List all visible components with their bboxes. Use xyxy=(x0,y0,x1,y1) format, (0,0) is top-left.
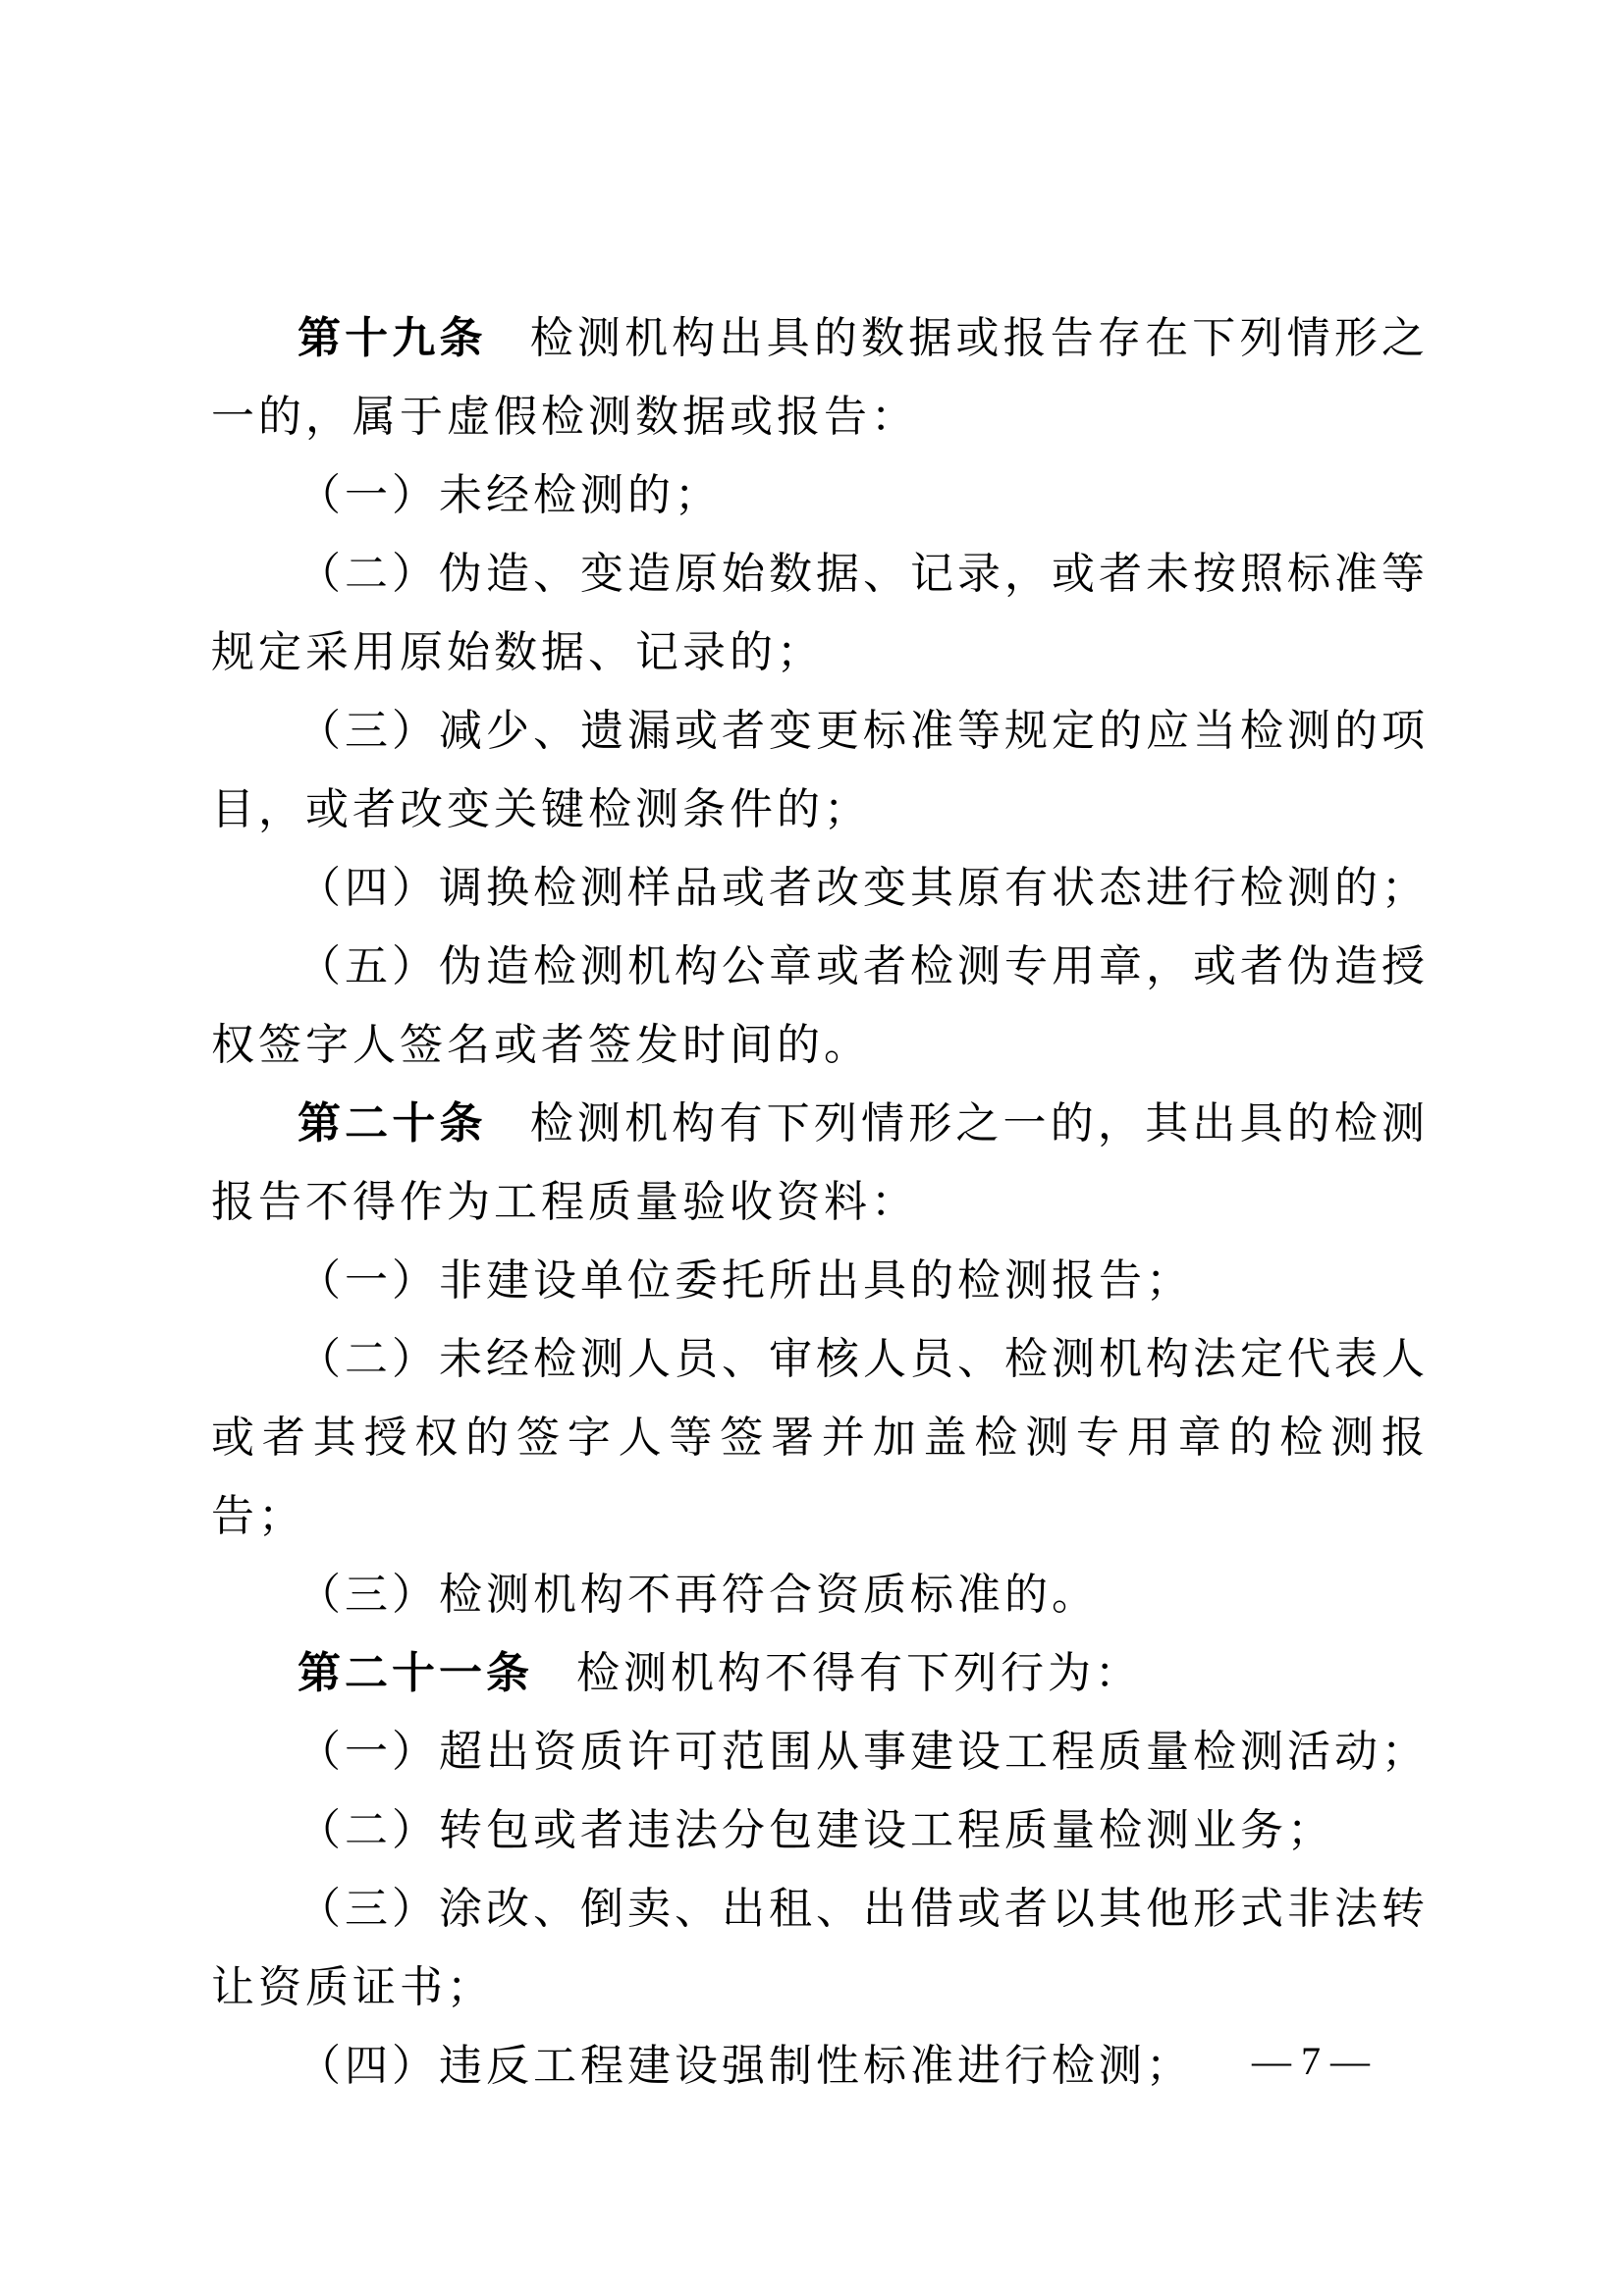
article-heading: 第十九条 xyxy=(298,313,487,363)
list-item xyxy=(211,1713,1429,1791)
list-item xyxy=(211,849,1429,928)
list-item xyxy=(211,1242,1429,1320)
list-item xyxy=(211,1320,1429,1556)
paragraph-text: （一）未经检测的； xyxy=(298,470,722,520)
list-item xyxy=(211,692,1429,849)
paragraph-text: （三）减少、遗漏或者变更标准等规定的应当检测的项目，或者改变关键检测条件的； xyxy=(211,706,1429,834)
list-item xyxy=(211,1791,1429,1870)
paragraph-text: 检测机构出具的数据或报告存在下列情形之一的，属于虚假检测数据或报告： xyxy=(211,313,1430,442)
list-item xyxy=(211,456,1429,535)
list-item xyxy=(211,928,1429,1085)
paragraph-text: （四）违反工程建设强制性标准进行检测； xyxy=(298,2041,1193,2091)
paragraph-text: （四）调换检测样品或者改变其原有状态进行检测的； xyxy=(298,863,1429,913)
page-number: — 7 — xyxy=(1252,2039,1370,2083)
paragraph-text: （一）超出资质许可范围从事建设工程质量检测活动； xyxy=(298,1727,1429,1777)
list-item xyxy=(211,1870,1429,2027)
paragraph-text: （二）伪造、变造原始数据、记录，或者未按照标准等规定采用原始数据、记录的； xyxy=(211,549,1429,677)
list-item xyxy=(211,535,1429,692)
paragraph-text: （二）未经检测人员、审核人员、检测机构法定代表人或者其授权的签字人等签署并加盖检测专用章的检测报告； xyxy=(211,1334,1429,1541)
paragraph-text: （三）检测机构不再符合资质标准的。 xyxy=(298,1570,1099,1620)
paragraph-text: （五）伪造检测机构公章或者检测专用章，或者伪造授权签字人签名或者签发时间的。 xyxy=(211,941,1429,1070)
article-heading: 第二十条 xyxy=(298,1098,487,1148)
list-item xyxy=(211,1556,1429,1634)
paragraph-text: （三）涂改、倒卖、出租、出借或者以其他形式非法转让资质证书； xyxy=(211,1884,1429,2012)
paragraph-text: （二）转包或者违法分包建设工程质量检测业务； xyxy=(298,1805,1334,1855)
article-19-paragraph xyxy=(211,299,1429,456)
article-21-paragraph xyxy=(211,1634,1429,1713)
paragraph-text: 检测机构有下列情形之一的，其出具的检测报告不得作为工程质量验收资料： xyxy=(211,1098,1430,1227)
document-body xyxy=(211,299,1429,2106)
article-heading: 第二十一条 xyxy=(298,1648,533,1698)
article-20-paragraph xyxy=(211,1085,1429,1242)
paragraph-text: （一）非建设单位委托所出具的检测报告； xyxy=(298,1255,1193,1306)
paragraph-text: 检测机构不得有下列行为： xyxy=(576,1648,1142,1698)
